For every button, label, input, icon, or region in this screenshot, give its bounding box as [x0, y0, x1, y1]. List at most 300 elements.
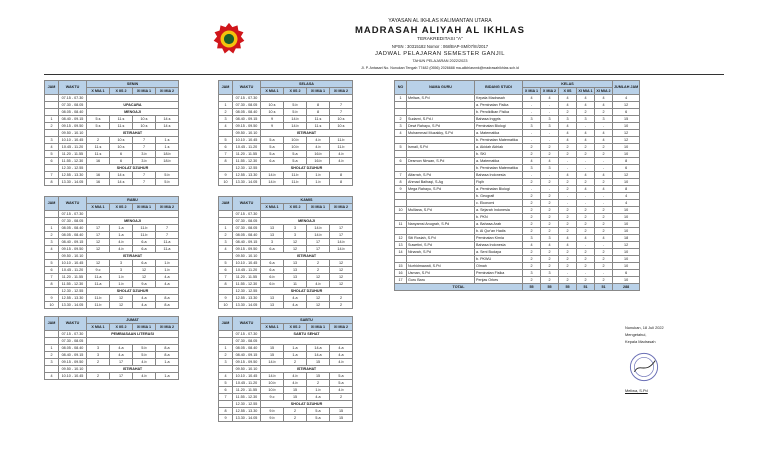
- class-header: XI MIA 2: [156, 88, 179, 95]
- hours-cell: 2: [577, 151, 595, 158]
- schedule-row: [45, 359, 179, 366]
- header-divider: [44, 74, 724, 75]
- time-slot: 09.15 - 09.50: [233, 123, 261, 130]
- schedule-table-jumat: [44, 316, 179, 380]
- lesson-cell: 11.s: [110, 123, 133, 130]
- lesson-cell: 5.a: [261, 151, 284, 158]
- teacher-number: 9: [395, 186, 407, 193]
- schedule-table-selasa: [218, 80, 353, 186]
- row-total: 4: [613, 193, 640, 200]
- hours-cell: 2: [523, 193, 541, 200]
- teacher-number: 10: [395, 207, 407, 214]
- hours-cell: -: [577, 193, 595, 200]
- schedule-row: [45, 123, 179, 130]
- day-header: SABTU: [261, 317, 353, 324]
- time-slot: 07.30 - 08.05: [233, 225, 261, 232]
- activity-cell: SHOLAT DZUHUR: [261, 165, 353, 172]
- lesson-cell: 8: [330, 179, 353, 186]
- period-number: 1: [219, 225, 233, 232]
- hours-cell: -: [541, 172, 559, 179]
- schedule-row: [219, 394, 353, 401]
- hours-cell: 2: [541, 214, 559, 221]
- time-slot: 08.05 - 08.40: [233, 345, 261, 352]
- hours-cell: -: [577, 242, 595, 249]
- time-slot: 07.30 - 08.05: [59, 338, 87, 345]
- hours-cell: 4: [523, 95, 541, 102]
- lesson-cell: 5.s: [87, 123, 110, 130]
- lesson-cell: 12: [284, 239, 307, 246]
- no-header: NO: [395, 81, 407, 95]
- lesson-cell: 12: [87, 246, 110, 253]
- schedule-row: [45, 102, 179, 109]
- lesson-cell: 14.s: [156, 116, 179, 123]
- lesson-cell: 17: [307, 239, 330, 246]
- teacher-name: Ahmad Baihaqi, S.Ag: [407, 179, 475, 186]
- time-slot: 13.30 - 14.05: [233, 179, 261, 186]
- teacher-subject: b. Peminatan Matematika: [475, 165, 523, 172]
- lesson-cell: 4.b: [110, 239, 133, 246]
- lesson-cell: 11: [284, 281, 307, 288]
- teacher-number: 6: [395, 158, 407, 165]
- teacher-name: [407, 228, 475, 235]
- lesson-cell: 4.a: [133, 302, 156, 309]
- lesson-cell: 14.b: [261, 179, 284, 186]
- hours-cell: 2: [595, 263, 613, 270]
- lesson-cell: 1.b: [307, 179, 330, 186]
- lesson-cell: 12: [133, 267, 156, 274]
- lesson-cell: 12: [307, 274, 330, 281]
- time-slot: 08.05 - 08.40: [233, 232, 261, 239]
- schedule-row: [219, 137, 353, 144]
- period-number: [45, 165, 59, 172]
- lesson-cell: 8: [330, 172, 353, 179]
- hours-cell: -: [577, 123, 595, 130]
- class-header: X MIA 1: [87, 204, 110, 211]
- hours-cell: 2: [559, 151, 577, 158]
- time-slot: 07.30 - 08.05: [59, 218, 87, 225]
- teacher-row: [395, 235, 640, 242]
- period-number: 5: [45, 151, 59, 158]
- schedule-row: [45, 281, 179, 288]
- period-number: 8: [219, 158, 233, 165]
- lesson-cell: 4.b: [284, 380, 307, 387]
- lesson-cell: 3.b: [133, 151, 156, 158]
- period-number: [219, 366, 233, 373]
- hours-cell: 2: [559, 186, 577, 193]
- row-total: 10: [613, 123, 640, 130]
- teacher-row: [395, 172, 640, 179]
- schedule-row: [45, 345, 179, 352]
- lesson-cell: 1.b: [307, 387, 330, 394]
- teacher-row: [395, 186, 640, 193]
- lesson-cell: 2: [284, 359, 307, 366]
- lesson-cell: 11.a: [156, 246, 179, 253]
- lesson-cell: 14.b: [330, 246, 353, 253]
- activity-cell: MENGAJI: [87, 109, 179, 116]
- time-slot: 09.50 - 10.10: [233, 366, 261, 373]
- time-slot: 10.10 - 10.45: [233, 373, 261, 380]
- lesson-cell: 6: [110, 158, 133, 165]
- hours-cell: 2: [541, 179, 559, 186]
- hours-cell: 4: [559, 242, 577, 249]
- lesson-cell: 10.s: [330, 123, 353, 130]
- lesson-cell: 11.a: [87, 281, 110, 288]
- lesson-cell: 12: [330, 260, 353, 267]
- lesson-cell: 5.b: [156, 179, 179, 186]
- teacher-subject: a. Matematika: [475, 130, 523, 137]
- lesson-cell: 11.b: [284, 179, 307, 186]
- schedule-row: [219, 302, 353, 309]
- schedule-table-rabu: [44, 196, 179, 309]
- lesson-cell: 13: [261, 302, 284, 309]
- lesson-cell: 10.b: [284, 144, 307, 151]
- activity-cell: [87, 95, 179, 102]
- time-slot: 09.50 - 10.10: [233, 253, 261, 260]
- lesson-cell: 8.a: [156, 345, 179, 352]
- lesson-cell: 5.b: [133, 345, 156, 352]
- lesson-cell: 8: [307, 102, 330, 109]
- teacher-subject: b. PKN: [475, 214, 523, 221]
- activity-cell: [261, 338, 353, 345]
- teacher-number: 3: [395, 123, 407, 130]
- time-slot: 12.55 - 13.30: [233, 408, 261, 415]
- period-number: [219, 253, 233, 260]
- row-total: 10: [613, 228, 640, 235]
- jam-header: JAM: [219, 81, 233, 95]
- lesson-cell: 6.b: [261, 274, 284, 281]
- teacher-row: [395, 214, 640, 221]
- row-total: 12: [613, 172, 640, 179]
- lesson-cell: 10.s: [261, 102, 284, 109]
- schedule-row: [219, 151, 353, 158]
- lesson-cell: 6.a: [261, 260, 284, 267]
- school-address: Jl. P. Antasari No. Nunukan Tengah 77482 (0556) 2026688 ma-alikhlasnnk@madrasahikhlas.sch.id: [361, 66, 519, 70]
- hours-cell: 2: [541, 151, 559, 158]
- lesson-cell: 15: [261, 345, 284, 352]
- teacher-name: Dewi Rahayu, S.Pd: [407, 123, 475, 130]
- hours-cell: 2: [559, 144, 577, 151]
- teacher-name: Nanyamsi Anugrah, S.Pd: [407, 221, 475, 228]
- lesson-cell: 14.s: [110, 172, 133, 179]
- period-number: 2: [45, 232, 59, 239]
- time-slot: 12.55 - 13.30: [59, 295, 87, 302]
- lesson-cell: 4.a: [133, 295, 156, 302]
- teacher-subject: Peminatan Biologi: [475, 123, 523, 130]
- hours-cell: -: [559, 193, 577, 200]
- schedule-row: [45, 352, 179, 359]
- lesson-cell: 4.b: [307, 137, 330, 144]
- teacher-subject: a. Sejarah Indonesia: [475, 207, 523, 214]
- lesson-cell: 5.a: [307, 415, 330, 422]
- period-number: 4: [219, 123, 233, 130]
- teacher-subject: b. Pendidikan Fisika: [475, 109, 523, 116]
- teacher-row: [395, 109, 640, 116]
- day-header: RABU: [87, 197, 179, 204]
- hours-cell: 2: [523, 214, 541, 221]
- lesson-cell: 17: [110, 359, 133, 366]
- hours-cell: 4: [577, 186, 595, 193]
- teacher-name: Sudarni, S.Pd.I: [407, 116, 475, 123]
- teacher-number: 1: [395, 95, 407, 102]
- hours-cell: 2: [523, 151, 541, 158]
- lesson-cell: 4.a: [110, 352, 133, 359]
- teacher-name: [407, 137, 475, 144]
- hours-cell: -: [541, 109, 559, 116]
- lesson-cell: 6.a: [261, 158, 284, 165]
- period-number: 5: [219, 380, 233, 387]
- period-number: [45, 366, 59, 373]
- schedule-row: [45, 211, 179, 218]
- class-header: X MIA 1: [261, 88, 284, 95]
- hours-cell: 3: [595, 116, 613, 123]
- schedule-row: [45, 331, 179, 338]
- teacher-name: Nurhidmawati, S.Pd: [407, 263, 475, 270]
- class-header: X IIS 2: [284, 88, 307, 95]
- hours-cell: 2: [559, 263, 577, 270]
- lesson-cell: 2: [330, 302, 353, 309]
- hours-cell: 2: [559, 109, 577, 116]
- waktu-header: WAKTU: [233, 81, 261, 95]
- period-number: 5: [219, 260, 233, 267]
- hours-cell: -: [595, 242, 613, 249]
- teacher-name: Siti Rosiah, S.Pd: [407, 235, 475, 242]
- teacher-name: [407, 214, 475, 221]
- total-hours-header: JUMLAH JAM: [613, 81, 640, 95]
- schedule-row: [219, 288, 353, 295]
- hours-cell: 2: [523, 228, 541, 235]
- lesson-cell: 9: [261, 116, 284, 123]
- lesson-cell: 6: [110, 151, 133, 158]
- lesson-cell: 9.c: [87, 267, 110, 274]
- lesson-cell: 5.a: [261, 144, 284, 151]
- hours-cell: 2: [595, 256, 613, 263]
- schedule-row: [45, 109, 179, 116]
- hours-cell: -: [523, 130, 541, 137]
- period-number: 7: [219, 151, 233, 158]
- lesson-cell: 10.b: [261, 387, 284, 394]
- hours-cell: 3: [559, 116, 577, 123]
- teacher-name: Ismail, S.Pd: [407, 144, 475, 151]
- period-number: 9: [219, 415, 233, 422]
- lesson-cell: 7: [133, 137, 156, 144]
- time-slot: 08.40 - 09.15: [233, 239, 261, 246]
- lesson-cell: 4.b: [307, 281, 330, 288]
- lesson-cell: 3: [261, 239, 284, 246]
- period-number: 7: [45, 274, 59, 281]
- lesson-cell: 14.b: [330, 239, 353, 246]
- hours-cell: 4: [559, 130, 577, 137]
- jam-header: JAM: [45, 197, 59, 211]
- teacher-subject: Peminatan Kimia: [475, 235, 523, 242]
- schedule-row: [45, 288, 179, 295]
- lesson-cell: 11.a: [156, 239, 179, 246]
- period-number: [45, 253, 59, 260]
- activity-cell: ISTIRAHAT: [87, 366, 179, 373]
- lesson-cell: 11.b: [133, 225, 156, 232]
- teacher-subject: Bahasa Inggris: [475, 116, 523, 123]
- schedule-row: [219, 172, 353, 179]
- lesson-cell: 3: [110, 260, 133, 267]
- schedule-row: [45, 130, 179, 137]
- jam-header: JAM: [45, 317, 59, 331]
- hours-cell: 4: [559, 123, 577, 130]
- time-slot: 13.30 - 14.05: [233, 302, 261, 309]
- lesson-cell: 5.a: [284, 151, 307, 158]
- lesson-cell: 11.s: [110, 116, 133, 123]
- period-number: 1: [45, 345, 59, 352]
- schedule-row: [219, 295, 353, 302]
- lesson-cell: 1.a: [110, 225, 133, 232]
- period-number: 4: [45, 373, 59, 380]
- schedule-row: [45, 165, 179, 172]
- academic-year: TAHUN PELAJARAN 2022/2023: [412, 59, 468, 63]
- lesson-cell: 17: [87, 225, 110, 232]
- lesson-cell: 4.b: [284, 373, 307, 380]
- time-slot: 09.15 - 09.50: [59, 359, 87, 366]
- waktu-header: WAKTU: [59, 81, 87, 95]
- hours-cell: -: [577, 200, 595, 207]
- period-number: 3: [219, 116, 233, 123]
- teacher-name: Muhammad Muzakky, S.Pd: [407, 130, 475, 137]
- period-number: 2: [45, 123, 59, 130]
- period-number: [219, 401, 233, 408]
- schedule-row: [45, 373, 179, 380]
- teacher-name: Meliwa, S.Pd: [407, 95, 475, 102]
- time-slot: 13.30 - 14.05: [233, 415, 261, 422]
- time-slot: 07.15 - 07.30: [59, 211, 87, 218]
- teacher-subject: b. Al Qur'an Hadis: [475, 228, 523, 235]
- period-number: 1: [219, 345, 233, 352]
- day-header: KAMIS: [261, 197, 353, 204]
- class-total: 51: [577, 284, 595, 291]
- school-name: MADRASAH ALIYAH AL IKHLAS: [355, 25, 525, 36]
- period-number: [45, 331, 59, 338]
- time-slot: 11.20 - 11.55: [233, 387, 261, 394]
- time-slot: 11.20 - 11.55: [59, 274, 87, 281]
- hours-cell: -: [595, 200, 613, 207]
- accreditation: TERAKREDITASI "A": [417, 37, 463, 42]
- lesson-cell: 4.a: [330, 352, 353, 359]
- hours-cell: 2: [541, 200, 559, 207]
- class-header: X IIS 2: [284, 324, 307, 331]
- hours-cell: 2: [541, 193, 559, 200]
- lesson-cell: 1.a: [110, 232, 133, 239]
- hours-cell: 2: [559, 214, 577, 221]
- hours-cell: -: [559, 165, 577, 172]
- lesson-cell: 8.a: [156, 352, 179, 359]
- hours-cell: 4: [559, 95, 577, 102]
- jam-header: JAM: [45, 81, 59, 95]
- lesson-cell: 3: [284, 225, 307, 232]
- period-number: [45, 102, 59, 109]
- lesson-cell: 10.s: [110, 137, 133, 144]
- period-number: [219, 211, 233, 218]
- time-slot: 10.45 - 11.20: [233, 144, 261, 151]
- schedule-row: [45, 95, 179, 102]
- lesson-cell: 11.s: [307, 116, 330, 123]
- time-slot: 08.40 - 09.15: [59, 116, 87, 123]
- lesson-cell: 1.a: [284, 345, 307, 352]
- period-number: [45, 218, 59, 225]
- hours-cell: 2: [541, 263, 559, 270]
- teacher-subject: Bahasa Indonesia: [475, 172, 523, 179]
- teacher-subject: a. Peminatan Biologi: [475, 186, 523, 193]
- class-header: X IIS 2: [110, 324, 133, 331]
- schedule-row: [45, 232, 179, 239]
- time-slot: 08.40 - 09.15: [233, 352, 261, 359]
- activity-cell: MENGAJI: [261, 218, 353, 225]
- time-slot: 12.30 - 12.55: [233, 288, 261, 295]
- schedule-row: [45, 239, 179, 246]
- teacher-name: Guru Baru: [407, 277, 475, 284]
- hours-cell: 4: [559, 102, 577, 109]
- lesson-cell: 12: [307, 295, 330, 302]
- lesson-cell: 5.b: [284, 109, 307, 116]
- hours-cell: 4: [595, 137, 613, 144]
- period-number: 6: [219, 387, 233, 394]
- time-slot: 11.55 - 12.30: [233, 394, 261, 401]
- teacher-row: [395, 221, 640, 228]
- hours-cell: -: [523, 172, 541, 179]
- period-number: [219, 331, 233, 338]
- jam-header: JAM: [219, 317, 233, 331]
- time-slot: 11.20 - 11.55: [233, 274, 261, 281]
- time-slot: 13.30 - 14.05: [59, 179, 87, 186]
- period-number: [219, 288, 233, 295]
- class-header: X MIA 1: [261, 204, 284, 211]
- lesson-cell: 11.s: [87, 144, 110, 151]
- class-header: X IIS 2: [110, 88, 133, 95]
- hours-cell: 4: [523, 242, 541, 249]
- period-number: 5: [219, 137, 233, 144]
- teacher-name-header: NAMA GURU: [407, 81, 475, 95]
- row-total: 10: [613, 221, 640, 228]
- lesson-cell: 14.b: [284, 116, 307, 123]
- total-label: TOTAL: [395, 284, 523, 291]
- foundation-name: YAYASAN AL IKHLAS KALIMANTAN UTARA: [388, 18, 492, 24]
- period-number: [45, 95, 59, 102]
- time-slot: 11.20 - 11.55: [233, 151, 261, 158]
- schedule-table-senin: [44, 80, 179, 186]
- schedule-row: [219, 415, 353, 422]
- period-number: 9: [45, 295, 59, 302]
- teacher-number: 5: [395, 144, 407, 151]
- hours-cell: 2: [595, 151, 613, 158]
- hours-cell: 2: [577, 144, 595, 151]
- teacher-row: [395, 102, 640, 109]
- time-slot: 10.45 - 11.20: [59, 144, 87, 151]
- lesson-cell: 15: [307, 359, 330, 366]
- teacher-subject: a. Bahasa Arab: [475, 221, 523, 228]
- schedule-row: [45, 137, 179, 144]
- activity-cell: ISTIRAHAT: [261, 253, 353, 260]
- period-number: 6: [45, 158, 59, 165]
- time-slot: 10.10 - 10.45: [233, 137, 261, 144]
- time-slot: 09.15 - 09.50: [59, 123, 87, 130]
- hours-cell: 3: [577, 116, 595, 123]
- lesson-cell: 10.b: [261, 380, 284, 387]
- time-slot: 11.55 - 12.30: [233, 281, 261, 288]
- lesson-cell: 4.a: [156, 281, 179, 288]
- teacher-number: 4: [395, 130, 407, 137]
- lesson-cell: 12: [307, 302, 330, 309]
- schedule-row: [219, 387, 353, 394]
- lesson-cell: 4.a: [307, 394, 330, 401]
- hours-cell: 4: [523, 158, 541, 165]
- lesson-cell: 10.s: [133, 123, 156, 130]
- teacher-number: 14: [395, 249, 407, 256]
- period-number: 3: [45, 359, 59, 366]
